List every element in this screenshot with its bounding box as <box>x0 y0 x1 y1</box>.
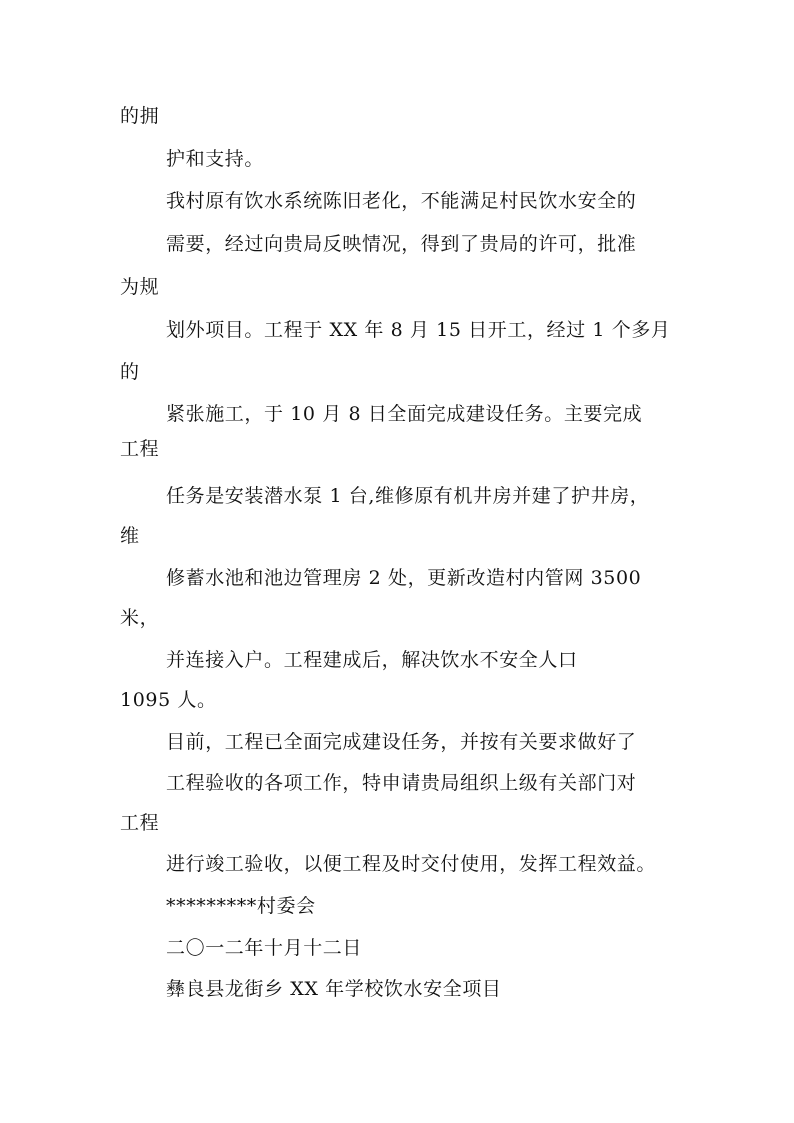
text-line: 并连接入户。工程建成后，解决饮水不安全人口 <box>166 649 578 671</box>
text-line: 1095 人。 <box>120 689 217 711</box>
text-line: 工程 <box>120 438 160 460</box>
text-line: 的 <box>120 361 140 383</box>
text-line: 进行竣工验收，以便工程及时交付使用，发挥工程效益。 <box>166 853 657 875</box>
project-title-line: 彝良县龙街乡 XX 年学校饮水安全项目 <box>166 978 502 1000</box>
text-line: 维 <box>120 525 140 547</box>
text-line: 修蓄水池和池边管理房 2 处，更新改造村内管网 3500 <box>166 567 642 589</box>
text-line: 需要，经过向贵局反映情况，得到了贵局的许可，批准 <box>166 233 637 255</box>
text-line: 护和支持。 <box>166 148 265 170</box>
text-line: 为规 <box>120 276 160 298</box>
date-line: 二〇一二年十月十二日 <box>166 937 363 959</box>
text-line: 紧张施工，于 10 月 8 日全面完成建设任务。主要完成 <box>166 403 643 425</box>
text-line: 米， <box>120 607 160 629</box>
text-line: 目前，工程已全面完成建设任务，并按有关要求做好了 <box>166 731 637 753</box>
text-line: 工程验收的各项工作，特申请贵局组织上级有关部门对 <box>166 772 637 794</box>
text-line: 任务是安装潜水泵 1 台,维修原有机井房并建了护井房， <box>166 485 650 507</box>
text-line: 划外项目。工程于 XX 年 8 月 15 日开工，经过 1 个多月 <box>166 319 671 341</box>
text-line: 的拥 <box>120 105 160 127</box>
text-line: 工程 <box>120 812 160 834</box>
signature-line: *********村委会 <box>166 895 316 917</box>
text-line: 我村原有饮水系统陈旧老化，不能满足村民饮水安全的 <box>166 190 637 212</box>
